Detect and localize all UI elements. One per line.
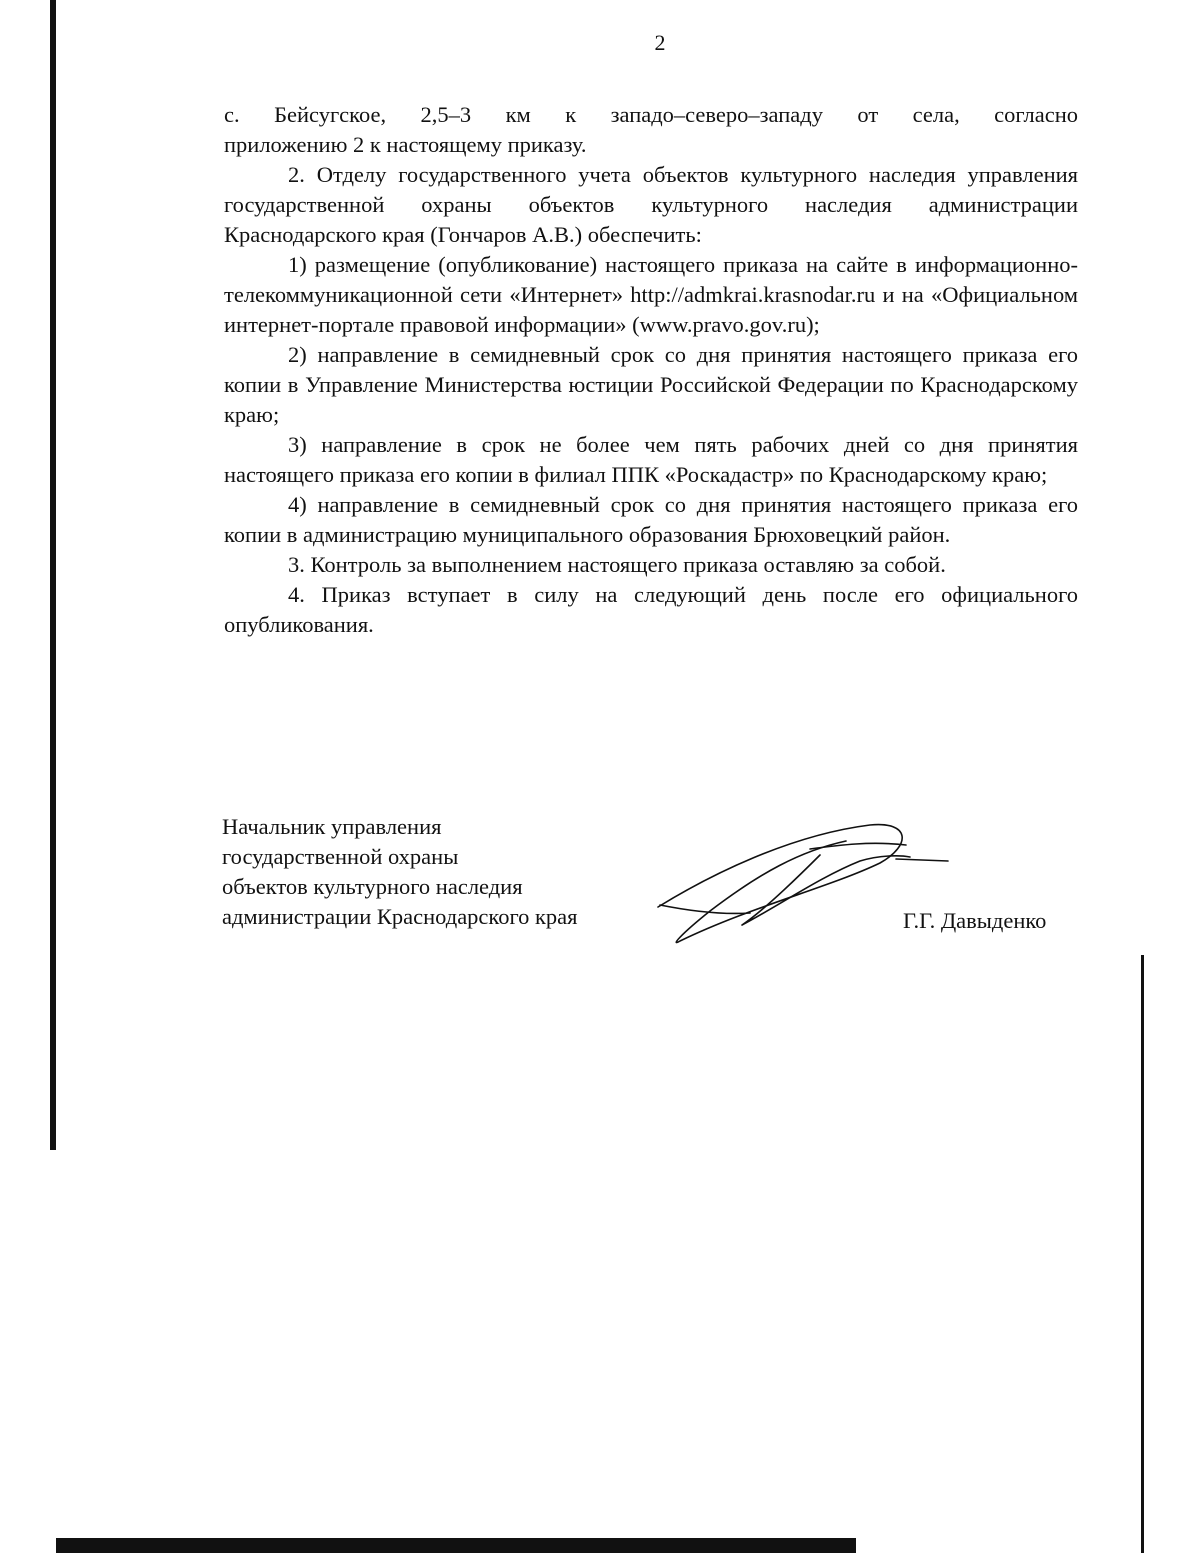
paragraph-line: с. Бейсугское, 2,5–3 км к западо–северо–западу от села, согласно <box>224 102 1078 127</box>
page-number: 2 <box>654 30 666 55</box>
signer-title <box>222 812 578 932</box>
signer-title-line: Начальник управления <box>222 814 442 839</box>
paragraph-subitem-3: 3) направление в срок не более чем пять рабочих дней со дня принятия настоящего приказа его копии в филиал ППК «Роскадастр» по Краснодарскому краю; <box>224 432 1078 487</box>
paragraph-subitem-1: 1) размещение (опубликование) настоящего приказа на сайте в информационно-телекоммуникационной сети «Интернет» http://admkrai.krasnodar.ru и на «Официальном интернет-портале правовой информации» (www.pravo.gov.ru); <box>224 252 1078 337</box>
paragraph-item-4: 4. Приказ вступает в силу на следующий день после его официального опубликования. <box>224 582 1078 637</box>
signer-title-line: администрации Краснодарского края <box>222 904 578 929</box>
scan-edge-bottom <box>56 1538 856 1553</box>
paragraph-subitem-2: 2) направление в семидневный срок со дня принятия настоящего приказа его копии в Управление Министерства юстиции Российской Федерации по Краснодарскому краю; <box>224 342 1078 427</box>
scan-edge-right <box>1141 955 1144 1553</box>
scan-edge-left <box>50 0 56 1150</box>
signer-name: Г.Г. Давыденко <box>903 908 1047 933</box>
paragraph-item-3: 3. Контроль за выполнением настоящего приказа оставляю за собой. <box>288 552 946 577</box>
paragraph-subitem-4: 4) направление в семидневный срок со дня принятия настоящего приказа его копии в администрацию муниципального образования Брюховецкий район. <box>224 492 1078 547</box>
document-body <box>224 100 1078 640</box>
paragraph-continuation <box>224 100 1078 160</box>
signer-title-line: государственной охраны <box>222 844 459 869</box>
paragraph-item-2: 2. Отделу государственного учета объектов культурного наследия управления государственной охраны объектов культурного наследия администрации Краснодарского края (Гончаров А.В.) обеспечить: <box>224 162 1078 247</box>
signer-title-line: объектов культурного наследия <box>222 874 523 899</box>
paragraph-line: приложению 2 к настоящему приказу. <box>224 132 587 157</box>
